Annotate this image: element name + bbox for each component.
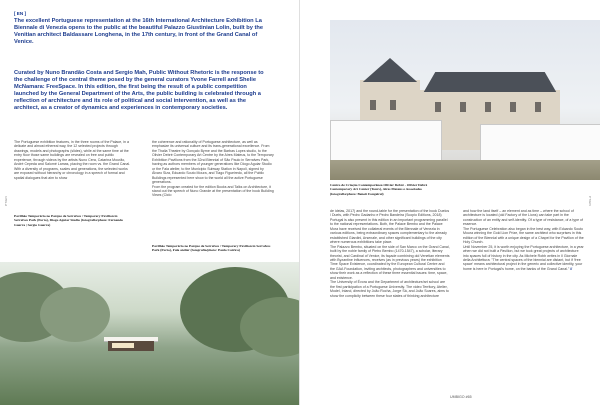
side-label-right: PT/EN bbox=[588, 196, 592, 206]
lead-paragraph-1: The excellent Portuguese representation at the 16th International Architecture Exhibition La Biennale di Venezia opens to the public at the beautiful Palazzo Giustinian Lolin, built by the Venitian architect Baldassare Longhena, in the 17th century, in front of the Grand Canal of Venice. bbox=[14, 18, 264, 46]
side-label-left: PT/EN bbox=[4, 196, 8, 206]
lawn bbox=[330, 160, 600, 180]
end-mark: // bbox=[570, 266, 573, 271]
pavilion-interior bbox=[112, 343, 134, 348]
photo-caption-3: Centro de Criação Contemporânea Olivier Debré - Olivier Debré Contemporary Art Center (Tours), Aires Mateus e Associados (fotografia/photo: Benoit Fougeirol) bbox=[330, 183, 428, 196]
body-column-4 bbox=[463, 209, 585, 271]
language-tag: [ EN ] bbox=[14, 11, 26, 16]
body-column-3: de ideias, 2017) and the round-table for the presentation of the book Duelos / Duels, with Pedro Gadanho e Pedro Bandeira (Scopio Editions, 2018) Portugal is also present in this edition in an important programming parallel to the national representations. Both, the Palace Bembo and the Palace Mora have received the collateral events of the Biennale of Venezia in various editions, being extraordinary spaces complementary to the already established Giardini, Arsenale, and other significant buildings of the city where numerous exhibitions take place. The Palazzo Bembo, situated on the side of San Marco on the Grand Canal, built by the noble family of Pietro Bembo (1470-1547), a scholar, literary theorist, and Cardinal of Venice, its façade combining old Venetian elements with Byzantine influences, receives (as in previous years) the exhibition Time Space Existence, coordinated by the European Cultural Centre and the GAA Foundation, inviting architects, photographers and universities to show their work as a reflection of these three essential issues: time, space, and existence. The University of Évora and the Department of architecture/art school are the first participation of a Portuguese University. The video Territory, Atelier, Model, Inland, directed by João Rocha, Jorge Sá, and João Soares, aims to show the complicity between these four states of thinking architecture bbox=[330, 209, 450, 298]
garden-pavilion-photo bbox=[0, 262, 300, 405]
white-pavilion-block bbox=[480, 124, 600, 162]
body-column-4-text: and how the land itself – an element and as time – where the school of architecture is located (old Factory of the Lions) can take part in the construction of an entity and self-identity. Of a type of resistance, of a type of essence. The Portuguese Celebration also began in the best way, with Eduardo Souto Moura winning the Gold Lion Prize, the same architect who surprises in this edition of the Biennial with a unique design of a Chapel for the Pavilion of the Holy Church. Until November 25, it is worth enjoying the Portuguese architecture, in a year when we did not built a Pavilion, but we took great projects of architecture into spaces full of history in the city. As Michele Robb writes in Il Giornale della Architettura: "The central spaces of the biennial are distant, but if 'free space' means architectural project in the generic and collective identity, your home is here in Portugal's home, on the banks of the Grand Canal." bbox=[463, 209, 584, 271]
chateau-pavilion-photo bbox=[330, 20, 600, 180]
body-column-2: the coherence and rationality of Portuguese architecture, as well as emphasize its universal culture and its trans-generational excellence. From the Thalia Theatre by Gonçalo Byrne and the Barbas Lopes studio, to the Olivier Debré Contemporary Art Centre by the Aires Mateus, to the Temporary Exhibition Pavilions from the 32nd Biennial of São Paulo in Serralves Park, having as authors members of younger generations like Diogo Aguiar Studio or the Fala atelier, to the Municipio Subway Station in Napoli, signed by Álvaro Siza, Eduardo Souto Moura, and Tiago Figueiredo, all the Public Buildings represented here show to the world all the active Portuguese generations. From the program created for the edition Books and Talks on Architecture, it stand out the speech of Nuno Grande at the presentation of the book Building Views (Ciclo bbox=[152, 140, 274, 198]
photo-caption-2: Pavilhão Temporário no Parque de Serralves / Temporary Pavilion in Serralves Park (Porto), Fala atelier (fotografia/photo: Paulo Catrica) bbox=[152, 244, 271, 253]
white-pavilion-block bbox=[330, 120, 442, 162]
page-folio: UMBIGO #65 bbox=[450, 395, 472, 399]
lead-paragraph-2: Curated by Nuno Brandão Costa and Sergio Mah, Public Without Rhetoric is the response to the challenge of the central theme posed by the general curators Yvone Farrell and Shelie McNamara: FreeSpace. In this edition, the first being the result of a public competition launched by the General Department of the Arts, the public building is celebrated through a reflection of architecture and its role of political and social intervention, as well as the architect, as a creator of dynamics and experiences in contemporary societies. bbox=[14, 70, 264, 112]
photo-caption-1: Pavilhão Temporário no Parque de Serralves / Temporary Pavilion in Serralves Park (Porto), Diogo Aguiar Studio (fotografia/photo: Fernando Guerra | Sergio Guerra) bbox=[14, 214, 124, 227]
body-column-1: The Portuguese exhibition features, in the three rooms of the Palace, in a delicate and almost ethereal way, the 12 selected projects through drawings, models and photographs (slides), while at the same time at the entry floor those same buildings are revealed on free and public experience, through videos by the artists Nuno Cera, Catarina Mourão, André Cepeda and Salomé Lamas, placing the room vs. the Grand Canal. With a diversity of programs, scales and generations, the selected works are exposed without hierarchy or chronology in a speech of formal and spatial dialogues that aim to show bbox=[14, 140, 131, 180]
